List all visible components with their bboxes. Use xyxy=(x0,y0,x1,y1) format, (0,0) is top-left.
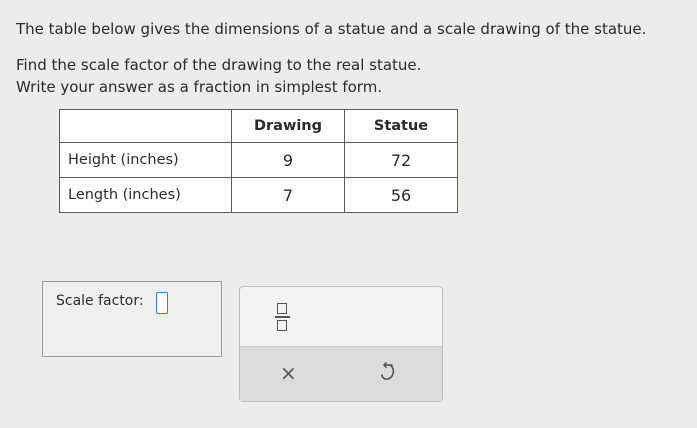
undo-button[interactable] xyxy=(380,362,396,386)
scale-factor-label: Scale factor: xyxy=(56,293,144,309)
table-corner-cell xyxy=(60,110,232,143)
undo-icon xyxy=(380,362,396,382)
fraction-button[interactable] xyxy=(262,297,302,337)
column-header-drawing: Drawing xyxy=(232,110,345,143)
problem-statement: The table below gives the dimensions of a statue and a scale drawing of the statue. xyxy=(16,20,647,38)
table-row xyxy=(60,178,458,213)
scale-factor-input[interactable] xyxy=(156,292,168,314)
keypad-action-bar xyxy=(240,346,442,401)
problem-question: Find the scale factor of the drawing to the real statue. xyxy=(16,56,422,74)
column-header-statue: Statue xyxy=(345,110,458,143)
table-header-row xyxy=(60,110,458,143)
clear-button[interactable]: × xyxy=(280,361,297,385)
dimensions-table xyxy=(59,109,458,213)
cell-length-drawing: 7 xyxy=(232,178,345,213)
cell-length-statue: 56 xyxy=(345,178,458,213)
answer-format-instruction: Write your answer as a fraction in simplest form. xyxy=(16,78,383,96)
answer-area xyxy=(42,281,222,357)
table-row xyxy=(60,143,458,178)
cell-height-statue: 72 xyxy=(345,143,458,178)
fraction-icon xyxy=(277,303,287,314)
math-keypad xyxy=(239,286,443,402)
cell-height-drawing: 9 xyxy=(232,143,345,178)
row-label-length: Length (inches) xyxy=(60,178,232,213)
row-label-height: Height (inches) xyxy=(60,143,232,178)
